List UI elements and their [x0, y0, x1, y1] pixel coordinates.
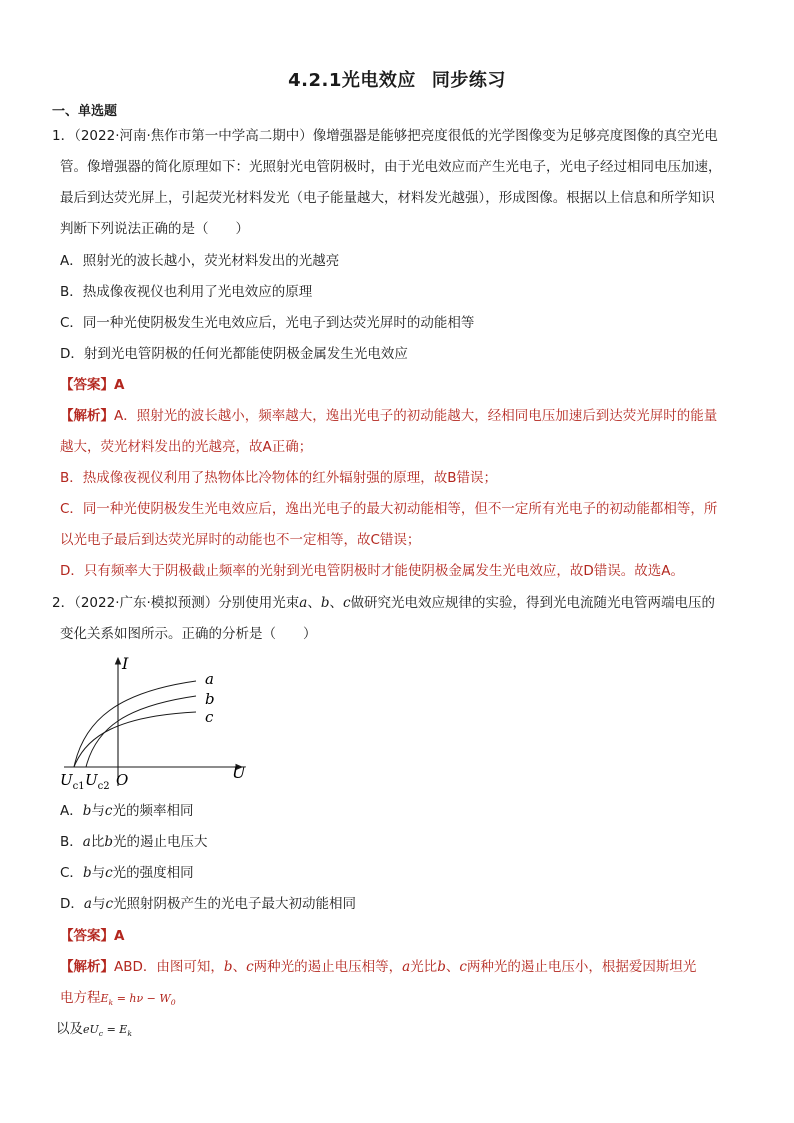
q1-answer-tag: 【答案】 — [60, 377, 114, 393]
eq-part: eU — [83, 1023, 99, 1036]
page-title — [0, 66, 794, 92]
q1-option-b: B．热成像夜视仪也利用了光电效应的原理 — [60, 284, 313, 300]
curve-c-label: c — [205, 708, 214, 726]
curve-a — [74, 681, 196, 767]
q2-sep: 、 — [329, 595, 343, 611]
q1-option-d: D．射到光电管阴极的任何光都能使阴极金属发生光电效应 — [60, 346, 408, 362]
q2-analysis-text: ABD．由图可知， — [114, 959, 224, 975]
q2-var-a: a — [299, 595, 308, 611]
q2-option-letter: A． — [60, 803, 83, 819]
q2-analysis-line-1 — [60, 958, 696, 976]
q2-analysis-text: 两种光的遏止电压小，根据爱因斯坦光 — [466, 959, 697, 975]
iu-graph — [56, 648, 256, 790]
q2-answer-value: A — [114, 928, 125, 944]
q2-var: c — [104, 803, 113, 819]
q2-var: b — [437, 959, 446, 975]
q2-var-b: b — [320, 595, 330, 611]
uc2-label — [85, 771, 110, 790]
q2-var: c — [105, 865, 113, 881]
q2-var: a — [82, 834, 91, 850]
curve-b-label: b — [205, 690, 215, 708]
section-heading: 一、单选题 — [52, 104, 118, 119]
q2-answer-tag: 【答案】 — [60, 928, 114, 944]
q2-option-text: 与 — [91, 896, 106, 912]
eq-sub: 0 — [170, 998, 176, 1008]
eq-part: = hν − W — [113, 992, 171, 1005]
q2-sep: 、 — [307, 595, 321, 611]
eq-sub: c — [98, 1029, 104, 1039]
eq-part: = E — [103, 1023, 128, 1036]
q1-stem-line-3: 最后到达荧光屏上，引起荧光材料发光（电子能量越大，材料发光越强），形成图像。根据以上信息和所学知识 — [60, 190, 715, 206]
q2-option-text: 比 — [90, 834, 105, 850]
q1-stem-line-4: 判断下列说法正确的是（ ） — [60, 221, 249, 237]
eq-sub: k — [127, 1029, 133, 1039]
q2-stem-text: 2．（2022·广东·模拟预测）分别使用光束 — [52, 595, 300, 611]
q2-analysis-text: 以及 — [56, 1021, 83, 1037]
curve-a-label: a — [205, 670, 214, 688]
q2-option-a — [60, 802, 193, 820]
q2-option-text: 光照射阴极产生的光电子最大初动能相同 — [113, 896, 357, 912]
uc2-sub: c2 — [97, 781, 110, 790]
q2-analysis-line-3 — [56, 1020, 132, 1043]
q1-analysis-line-5: 以光电子最后到达荧光屏时的动能也不一定相等，故C错误； — [60, 532, 421, 548]
uc1-sub: c1 — [72, 781, 85, 790]
q2-stem-line-1 — [52, 594, 715, 612]
q2-answer — [60, 927, 124, 945]
q1-analysis-line-4: C．同一种光使阴极发生光电效应后，逸出光电子的最大初动能相等，但不一定所有光电子的初动能都相等，所 — [60, 501, 718, 517]
stopping-voltage-equation — [83, 1023, 133, 1039]
page-title-number: 4.2.1光电效应 — [288, 70, 416, 91]
q1-analysis-tag: 【解析】 — [60, 408, 114, 424]
q2-stem-text: 做研究光电效应规律的实验，得到光电流随光电管两端电压的 — [350, 595, 716, 611]
q1-option-a: A．照射光的波长越小，荧光材料发出的光越亮 — [60, 253, 340, 269]
q2-option-d — [60, 895, 356, 913]
q2-sep: 、 — [232, 959, 247, 975]
q1-stem-line-1: 1．（2022·河南·焦作市第一中学高二期中）像增强器是能够把亮度很低的光学图像变为足够亮度图像的真空光电 — [52, 128, 718, 144]
uc2-main: U — [85, 771, 98, 789]
q2-var: b — [82, 803, 92, 819]
q2-sep: 、 — [445, 959, 460, 975]
q2-option-text: 与 — [91, 865, 106, 881]
q2-option-text: 光的强度相同 — [112, 865, 194, 881]
q2-option-letter: D． — [60, 896, 84, 912]
q2-var: b — [104, 834, 113, 850]
q2-var: b — [82, 865, 92, 881]
curve-b — [86, 696, 196, 767]
eq-part: E — [100, 992, 109, 1005]
q2-var: c — [246, 959, 254, 975]
curve-c — [74, 712, 196, 767]
q1-stem-line-2: 管。像增强器的简化原理如下：光照射光电管阴极时，由于光电效应而产生光电子，光电子经过相同电压加速， — [60, 159, 722, 175]
q2-var-c: c — [343, 595, 351, 611]
q1-analysis-line-2: 越大，荧光材料发出的光越亮，故A正确； — [60, 439, 313, 455]
einstein-equation — [100, 992, 176, 1008]
y-axis-label: I — [122, 654, 129, 673]
q2-option-letter: B． — [60, 834, 83, 850]
q2-analysis-text: 两种光的遏止电压相等， — [253, 959, 403, 975]
eq-sub: k — [108, 998, 114, 1008]
q2-var: b — [223, 959, 233, 975]
q2-var: c — [105, 896, 114, 912]
q2-var: a — [402, 959, 411, 975]
q1-analysis-text-1: A．照射光的波长越小，频率越大，逸出光电子的初动能越大，经相同电压加速后到达荧光屏时的能量 — [114, 408, 718, 424]
q2-option-c — [60, 864, 194, 882]
q2-var: a — [83, 896, 92, 912]
origin-label: O — [116, 771, 129, 789]
q1-option-c: C．同一种光使阴极发生光电效应后，光电子到达荧光屏时的动能相等 — [60, 315, 475, 331]
q2-analysis-tag: 【解析】 — [60, 959, 114, 975]
q2-analysis-text: 光比 — [410, 959, 438, 975]
q2-analysis-line-2 — [60, 989, 176, 1012]
q1-answer-value: A — [114, 377, 125, 393]
q2-option-text: 光的遏止电压大 — [112, 834, 208, 850]
q2-analysis-text: 电方程 — [60, 990, 101, 1006]
q1-analysis-line-6: D．只有频率大于阴极截止频率的光射到光电管阴极时才能使阴极金属发生光电效应，故D错误。故选A。 — [60, 563, 685, 579]
q2-stem-line-2: 变化关系如图所示。正确的分析是（ ） — [60, 626, 317, 642]
q2-var: c — [459, 959, 467, 975]
q1-answer — [60, 376, 124, 394]
x-axis-label: U — [232, 763, 246, 782]
q2-option-text: 与 — [91, 803, 105, 819]
uc1-label — [60, 771, 85, 790]
q1-analysis-line-1 — [60, 407, 717, 425]
q1-analysis-line-3: B．热成像夜视仪利用了热物体比冷物体的红外辐射强的原理，故B错误； — [60, 470, 498, 486]
q2-option-b — [60, 833, 207, 851]
uc1-main: U — [60, 771, 73, 789]
q2-option-letter: C． — [60, 865, 83, 881]
q2-option-text: 光的频率相同 — [112, 803, 194, 819]
page-title-subject: 同步练习 — [431, 70, 506, 91]
